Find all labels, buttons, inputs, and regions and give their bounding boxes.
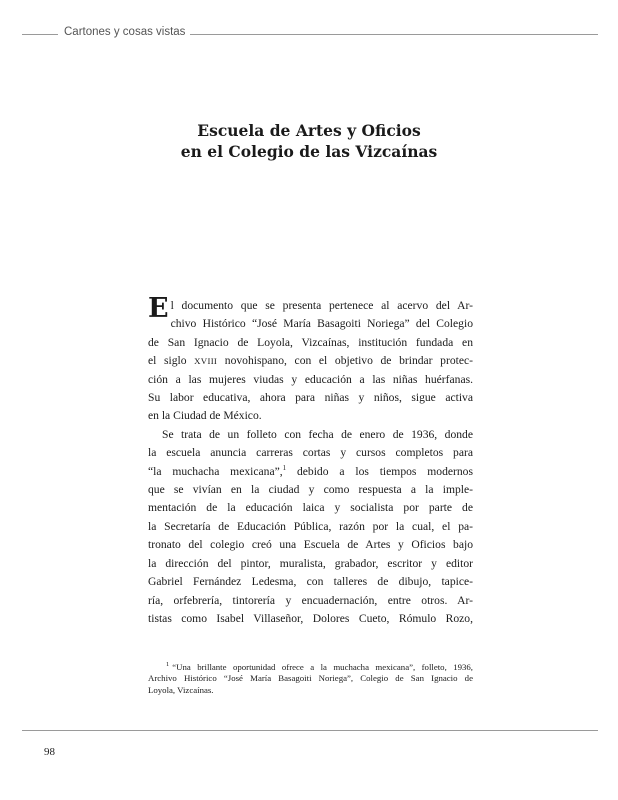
text-line: que se vivían en la ciudad y como respuesta a la imple- — [148, 483, 473, 497]
paragraph-2 — [148, 426, 473, 628]
text-segment: “Una brillante oportunidad ofrece a la muchacha mexicana”, folleto, 1936, — [172, 662, 473, 672]
text-line: l documento que se presenta pertenece al acervo del Ar- — [170, 299, 473, 312]
title-line-2: en el Colegio de las Vizcaínas — [180, 142, 438, 161]
text-line: ría, orfebrería, tintorería y encuadernación, entre otros. Ar- — [148, 593, 473, 607]
footnote-reference[interactable]: 1 — [282, 463, 287, 472]
header-rule-right — [190, 34, 598, 35]
text-line: Se trata de un folleto con fecha de enero de 1936, donde — [162, 427, 473, 441]
text-line — [148, 463, 473, 481]
text-line: tronato del colegio creó una Escuela de Artes y Oficios bajo — [148, 538, 473, 552]
century-numeral: XVIII — [194, 356, 218, 367]
text-segment: “la muchacha mexicana”, — [148, 464, 283, 478]
text-line: tistas como Isabel Villaseñor, Dolores Cueto, Rómulo Rozo, — [148, 611, 473, 625]
text-line: mentación de la educación laica y socialista por parte de — [148, 501, 473, 515]
text-line — [148, 352, 473, 370]
footnote-line: Archivo Histórico “José María Basagoiti Noriega”, Colegio de San Ignacio de — [148, 673, 473, 684]
footnote-line — [148, 662, 473, 673]
footer-rule — [22, 730, 598, 731]
text-line: Su labor educativa, ahora para niñas y niños, sigue activa — [148, 391, 473, 405]
header-rule-left — [22, 34, 58, 35]
text-line: en la Ciudad de México. — [148, 409, 262, 423]
body-text — [148, 293, 473, 628]
text-line: la escuela anuncia carreras cortas y cursos completos para — [148, 446, 473, 460]
footnote — [148, 662, 473, 696]
text-segment: novohispano, con el objetivo de brindar protec- — [217, 354, 473, 368]
running-title: Cartones y cosas vistas — [64, 26, 186, 38]
footnote-number: 1 — [166, 661, 170, 669]
drop-cap: E — [148, 293, 169, 324]
paragraph-1 — [148, 293, 473, 426]
title-line-1: Escuela de Artes y Oficios — [197, 121, 421, 140]
text-line: de San Ignacio de Loyola, Vizcaínas, institución fundada en — [148, 335, 473, 349]
text-line: ción a las mujeres viudas y educación a las niñas huérfanas. — [148, 372, 473, 386]
text-segment: el siglo — [148, 354, 195, 368]
text-line: la dirección del pintor, muralista, grabador, escritor y editor — [148, 556, 473, 570]
article-title — [0, 120, 618, 162]
text-line: chivo Histórico “José María Basagoiti Noriega” del Colegio — [170, 317, 473, 331]
running-header — [0, 24, 618, 44]
text-line: Gabriel Fernández Ledesma, con talleres de dibujo, tapice- — [148, 575, 473, 589]
text-segment: debido a los tiempos modernos — [286, 464, 473, 478]
text-line: la Secretaría de Educación Pública, razón por la cual, el pa- — [148, 519, 473, 533]
footnote-line: Loyola, Vizcaínas. — [148, 684, 214, 695]
page-number: 98 — [44, 746, 55, 758]
